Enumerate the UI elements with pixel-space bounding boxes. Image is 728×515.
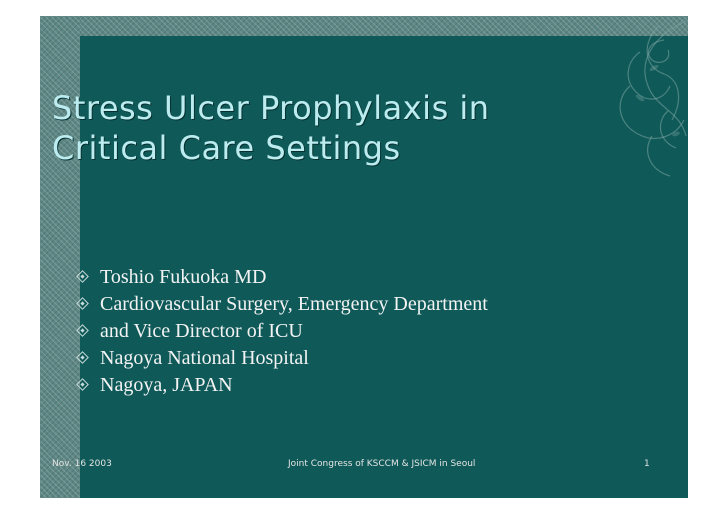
bullet-text: Nagoya National Hospital [100, 347, 309, 369]
bullet-text: and Vice Director of ICU [100, 320, 303, 342]
bullet-item [90, 264, 488, 291]
footer-event: Joint Congress of KSCCM & JSICM in Seoul [288, 459, 476, 469]
bullet-text: Nagoya, JAPAN [100, 374, 233, 396]
ornamental-flourish-icon [568, 16, 688, 191]
bullet-item [90, 345, 488, 372]
slide-title [52, 88, 490, 168]
page-number: 1 [644, 459, 650, 469]
bullet-item [90, 291, 488, 318]
bullet-text: Toshio Fukuoka MD [100, 266, 267, 288]
author-bullet-list [90, 264, 488, 399]
bullet-item [90, 372, 488, 399]
bullet-item [90, 318, 488, 345]
slide-title-line: Critical Care Settings [52, 129, 401, 167]
footer-date: Nov. 16 2003 [52, 459, 112, 469]
slide-title-line: Stress Ulcer Prophylaxis in [52, 89, 490, 127]
bullet-text: Cardiovascular Surgery, Emergency Department [100, 293, 488, 315]
